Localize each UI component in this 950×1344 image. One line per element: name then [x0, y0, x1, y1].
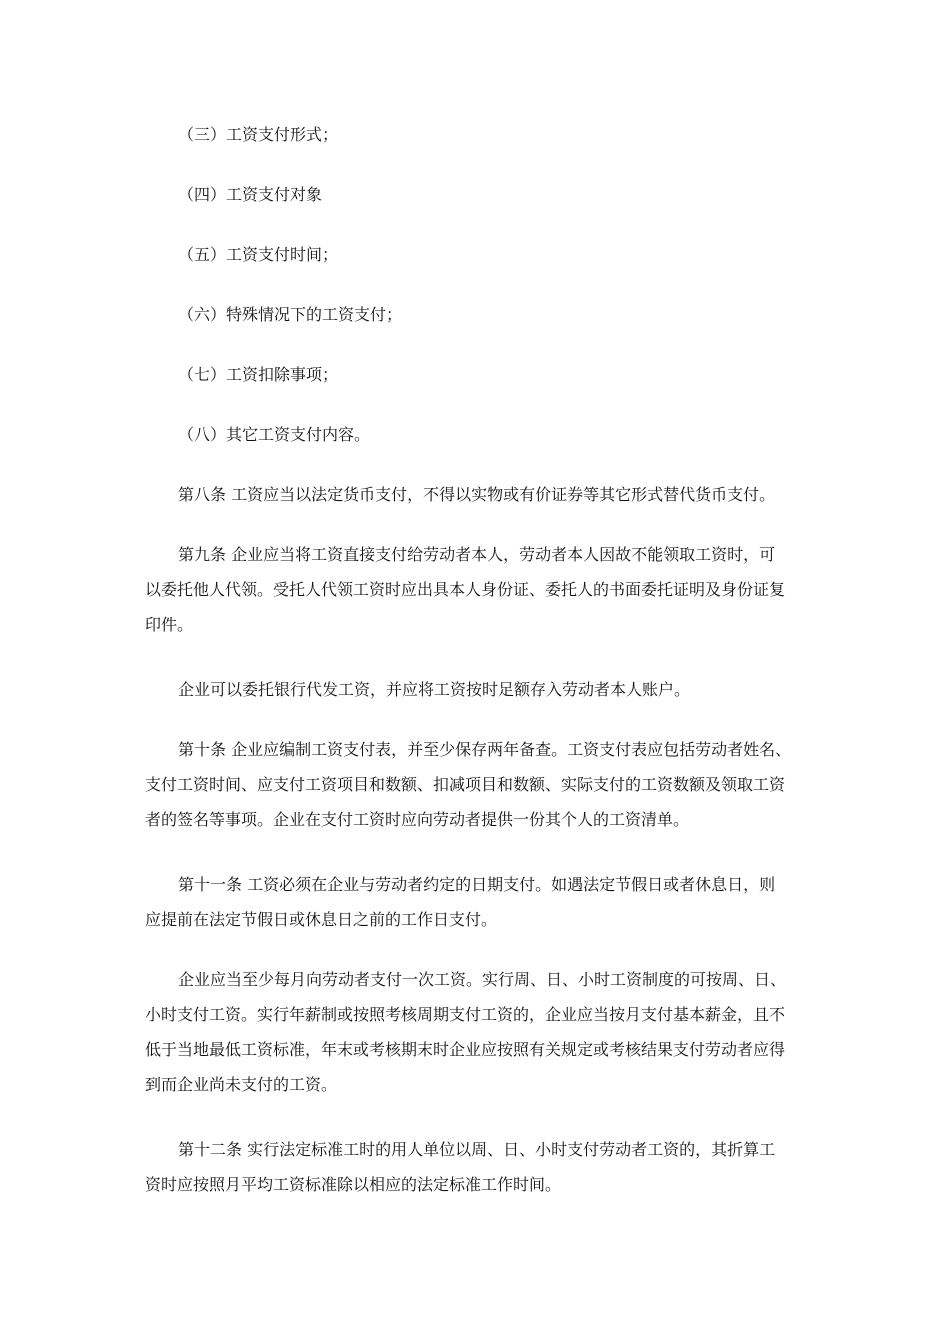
- list-item-7: （七）工资扣除事项；: [178, 365, 339, 384]
- article-11-paragraph-2-line-1: 企业应当至少每月向劳动者支付一次工资。实行周、日、小时工资制度的可按周、日、: [178, 970, 787, 989]
- article-11-line-2: 应提前在法定节假日或休息日之前的工作日支付。: [145, 910, 498, 929]
- list-item-4: （四）工资支付对象: [178, 185, 323, 204]
- list-item-5: （五）工资支付时间；: [178, 245, 339, 264]
- article-10-line-3: 者的签名等事项。企业在支付工资时应向劳动者提供一份其个人的工资清单。: [145, 810, 690, 829]
- article-10-line-2: 支付工资时间、应支付工资项目和数额、扣减项目和数额、实际支付的工资数额及领取工资: [145, 775, 786, 794]
- list-item-3: （三）工资支付形式；: [178, 125, 339, 144]
- article-9-line-1: 第九条 企业应当将工资直接支付给劳动者本人，劳动者本人因故不能领取工资时，可: [178, 545, 776, 564]
- article-9-line-2: 以委托他人代领。受托人代领工资时应出具本人身份证、委托人的书面委托证明及身份证复: [145, 580, 786, 599]
- article-11-paragraph-2-line-3: 低于当地最低工资标准，年末或考核期末时企业应按照有关规定或考核结果支付劳动者应得: [145, 1040, 786, 1059]
- article-9-paragraph-2: 企业可以委托银行代发工资，并应将工资按时足额存入劳动者本人账户。: [178, 680, 691, 699]
- article-10-line-1: 第十条 企业应编制工资支付表，并至少保存两年备查。工资支付表应包括劳动者姓名、: [178, 740, 792, 759]
- article-11-paragraph-2-line-4: 到而企业尚未支付的工资。: [145, 1075, 338, 1094]
- article-12-line-1: 第十二条 实行法定标准工时的用人单位以周、日、小时支付劳动者工资的，其折算工: [178, 1140, 776, 1159]
- article-11-line-1: 第十一条 工资必须在企业与劳动者约定的日期支付。如遇法定节假日或者休息日，则: [178, 875, 776, 894]
- article-12-line-2: 资时应按照月平均工资标准除以相应的法定标准工作时间。: [145, 1175, 562, 1194]
- article-11-paragraph-2-line-2: 小时支付工资。实行年薪制或按照考核周期支付工资的，企业应当按月支付基本薪金，且不: [145, 1005, 786, 1024]
- article-9-line-3: 印件。: [145, 615, 194, 634]
- list-item-6: （六）特殊情况下的工资支付；: [178, 305, 403, 324]
- article-8-line-1: 第八条 工资应当以法定货币支付，不得以实物或有价证券等其它形式替代货币支付。: [178, 485, 776, 504]
- list-item-8: （八）其它工资支付内容。: [178, 425, 371, 444]
